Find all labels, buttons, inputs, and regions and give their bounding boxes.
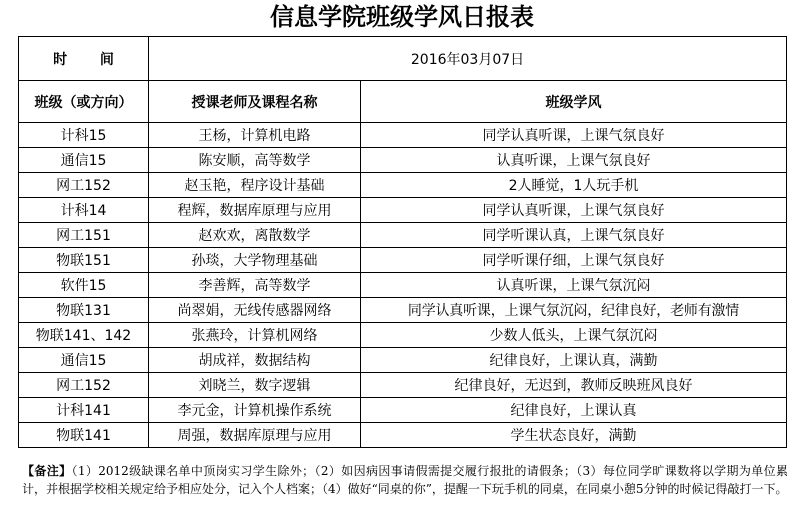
report-table-body [19,37,787,448]
style-cell: 认真听课，上课气氛良好 [361,148,787,173]
notes [22,462,788,498]
class-cell: 网工152 [19,373,149,398]
class-cell: 物联141、142 [19,323,149,348]
table-row [19,223,787,248]
class-cell: 物联151 [19,248,149,273]
style-cell: 同学认真听课，上课气氛沉闷，纪律良好，老师有激情 [361,298,787,323]
teacher-cell: 李善辉，高等数学 [149,273,361,298]
style-cell: 2人睡觉，1人玩手机 [361,173,787,198]
style-cell: 同学听课仔细，上课气氛良好 [361,248,787,273]
class-cell: 网工151 [19,223,149,248]
teacher-cell: 孙琰，大学物理基础 [149,248,361,273]
style-cell: 少数人低头，上课气氛沉闷 [361,323,787,348]
header-style-cell [361,81,787,123]
date-value-cell [149,37,787,81]
style-cell: 同学认真听课，上课气氛良好 [361,198,787,223]
notes-label: 【备注】 [22,464,72,478]
header-teacher-cell [149,81,361,123]
date-label: 时 间 [53,51,128,68]
class-cell: 通信15 [19,148,149,173]
report-table [18,36,787,448]
teacher-cell: 王杨，计算机电路 [149,123,361,148]
teacher-cell: 尚翠娟，无线传感器网络 [149,298,361,323]
class-cell: 物联131 [19,298,149,323]
header-class: 班级（或方向） [34,94,133,111]
table-row [19,398,787,423]
style-cell: 同学认真听课，上课气氛良好 [361,123,787,148]
class-cell: 计科15 [19,123,149,148]
teacher-cell: 陈安顺，高等数学 [149,148,361,173]
teacher-cell: 赵玉艳，程序设计基础 [149,173,361,198]
style-cell: 纪律良好，上课认真 [361,398,787,423]
table-row [19,348,787,373]
date-row [19,37,787,81]
table-row [19,323,787,348]
date-value: 2016年03月07日 [410,51,525,68]
teacher-cell: 周强，数据库原理与应用 [149,423,361,448]
class-cell: 计科141 [19,398,149,423]
teacher-cell: 程辉，数据库原理与应用 [149,198,361,223]
class-cell: 软件15 [19,273,149,298]
style-cell: 同学听课认真，上课气氛良好 [361,223,787,248]
teacher-cell: 刘晓兰，数字逻辑 [149,373,361,398]
header-teacher: 授课老师及课程名称 [191,94,318,111]
table-row [19,423,787,448]
class-cell: 通信15 [19,348,149,373]
date-label-cell [19,37,149,81]
teacher-cell: 胡成祥，数据结构 [149,348,361,373]
teacher-cell: 赵欢欢，离散数学 [149,223,361,248]
style-cell: 学生状态良好，满勤 [361,423,787,448]
teacher-cell: 李元金，计算机操作系统 [149,398,361,423]
class-cell: 网工152 [19,173,149,198]
style-cell: 认真听课，上课气氛沉闷 [361,273,787,298]
notes-text: （1）2012级缺课名单中顶岗实习学生除外；（2）如因病因事请假需提交履行报批的请假条；（3）每位同学旷课数将以学期为单位累计，并根据学校相关规定给予相应处分，记入个人档案；（4）做好“同桌的你”，提醒一下玩手机的同桌，在同桌小憩5分钟的时候记得敲打一下。 [22,464,788,496]
teacher-cell: 张燕玲，计算机网络 [149,323,361,348]
header-style: 班级学风 [545,94,602,111]
table-row [19,248,787,273]
table-row [19,373,787,398]
class-cell: 计科14 [19,198,149,223]
table-row [19,173,787,198]
header-class-cell [19,81,149,123]
style-cell: 纪律良好，上课认真，满勤 [361,348,787,373]
style-cell: 纪律良好，无迟到，教师反映班风良好 [361,373,787,398]
table-row [19,123,787,148]
table-row [19,298,787,323]
class-cell: 物联141 [19,423,149,448]
table-row [19,273,787,298]
table-row [19,198,787,223]
table-row [19,148,787,173]
header-row [19,81,787,123]
page-title: 信息学院班级学风日报表 [270,2,534,31]
